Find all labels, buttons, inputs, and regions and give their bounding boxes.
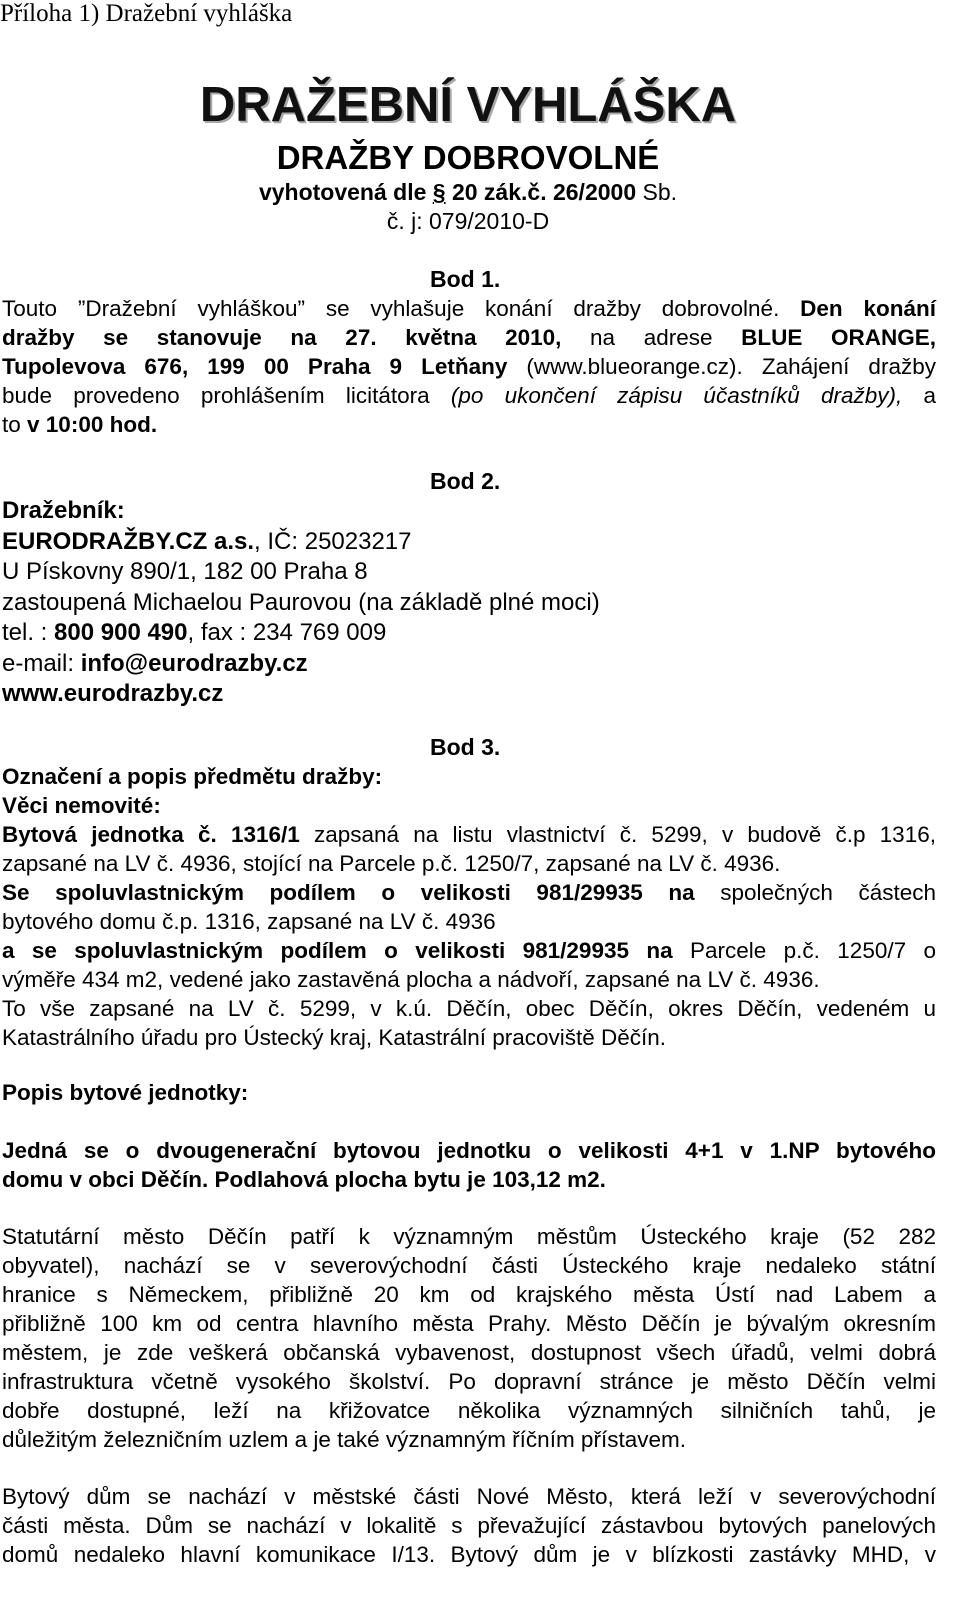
website-link[interactable]: www.eurodrazby.cz (2, 680, 224, 707)
text-span: na adrese (590, 325, 713, 350)
text-span: e-mail: (2, 649, 75, 677)
paragraph-line: dobře dostupné, leží na křižovatce několika významných silničních tahů, je (2, 1398, 936, 1423)
section-1-line (2, 294, 936, 323)
subject-line: bytového domu č.p. 1316, zapsané na LV č. 4936 (2, 909, 496, 934)
law-prefix: vyhotovená dle (258, 179, 427, 205)
text-span: společných částech (720, 880, 936, 905)
co-ownership-share: a se spoluvlastnickým podílem o velikosti 981/29935 na (2, 938, 673, 963)
section-1-line (2, 410, 936, 439)
company-id: , IČ: 25023217 (254, 527, 412, 555)
auction-date-label: Den konání (800, 296, 936, 321)
unit-description (2, 1136, 936, 1194)
paragraph-line: hranice s Německem, přibližně 20 km od krajského města Ústí nad Labem a (2, 1282, 936, 1307)
section-1-line (2, 323, 936, 352)
document-subtitle: DRAŽBY DOBROVOLNÉ (276, 139, 660, 176)
paragraph-line: městem, je zde veškerá občanská vybavenost, dostupnost všech úřadů, velmi dobrá (2, 1340, 936, 1365)
section-3-body (2, 762, 936, 1052)
company-name: EURODRAŽBY.CZ a.s. (2, 527, 255, 555)
subject-line (2, 936, 936, 965)
document-title: DRAŽEBNÍ VYHLÁŠKA (199, 78, 737, 132)
text-span: to (2, 412, 21, 437)
co-ownership-share: Se spoluvlastnickým podílem o velikosti 981/29935 na (2, 880, 695, 905)
venue-name: BLUE ORANGE, (741, 325, 936, 350)
auctioneer-label: Dražebník: (2, 497, 125, 524)
unit-description-line: domu v obci Děčín. Podlahová plocha bytu je 103,12 m2. (2, 1167, 606, 1192)
subject-line: zapsané na LV č. 4936, stojící na Parcele p.č. 1250/7, zapsané na LV č. 4936. (2, 851, 781, 876)
subject-line (2, 878, 936, 907)
auctioneer-company-line (2, 527, 936, 558)
fax-number: , fax : 234 769 009 (187, 619, 387, 646)
paragraph-line: části města. Dům se nachází v lokalitě s převažující zástavbou bytových panelových (2, 1513, 936, 1538)
attachment-label: Příloha 1) Dražební vyhláška (0, 0, 293, 27)
paragraph-line: Bytový dům se nachází v městské části Nové Město, která leží v severovýchodní (2, 1484, 936, 1509)
text-span: a (923, 383, 936, 408)
paragraph-line: obyvatel), nachází se v severovýchodní části Ústeckého kraje nedaleko státní (2, 1253, 936, 1278)
section-1-heading: Bod 1. (430, 266, 501, 292)
subject-line: výměře 434 m2, vedené jako zastavěná plocha a nádvoří, zapsané na LV č. 4936. (2, 967, 820, 992)
subject-line: Katastrálního úřadu pro Ústecký kraj, Katastrální pracoviště Děčín. (2, 1025, 667, 1050)
paragraph-line: domů nedaleko hlavní komunikace I/13. Bytový dům je v blízkosti zastávky MHD, v (2, 1542, 936, 1567)
unit-description-line: Jedná se o dvougenerační bytovou jednotku o velikosti 4+1 v 1.NP bytového (2, 1138, 936, 1163)
paragraph-line: důležitým železničním uzlem a je také významným říčním přístavem. (2, 1427, 686, 1452)
section-sign: § (432, 179, 446, 205)
unit-description-label: Popis bytové jednotky: (2, 1080, 249, 1105)
unit-number: Bytová jednotka č. 1316/1 (2, 822, 300, 847)
real-estate-label: Věci nemovité: (2, 793, 161, 818)
section-3-heading: Bod 3. (430, 734, 501, 760)
company-address: U Pískovny 890/1, 182 00 Praha 8 (2, 558, 368, 585)
reference-number: č. j: 079/2010-D (386, 208, 550, 234)
text-span: tel. : (2, 619, 48, 646)
contact-phone-line (2, 618, 936, 649)
subject-line: To vše zapsané na LV č. 5299, v k.ú. Děčín, obec Děčín, okres Děčín, vedeném u (2, 996, 936, 1021)
paragraph-line: Statutární město Děčín patří k významným městům Ústeckého kraje (52 282 (2, 1224, 936, 1249)
paragraph-line: infrastruktura včetně vysokého školství. Po dopravní stránce je město Děčín velmi (2, 1369, 936, 1394)
section-2-body (2, 496, 936, 710)
section-2-heading: Bod 2. (430, 468, 501, 494)
company-representative: zastoupená Michaelou Paurovou (na základě plné moci) (2, 588, 600, 616)
text-span: Parcele p.č. 1250/7 o (690, 938, 936, 963)
law-reference (0, 178, 936, 207)
email-address[interactable]: info@eurodrazby.cz (80, 649, 308, 677)
law-suffix: Sb. (642, 179, 678, 205)
paragraph-line: přibližně 100 km od centra hlavního města Prahy. Město Děčín je bývalým okresním (2, 1311, 936, 1336)
section-1-body (2, 294, 936, 439)
text-span: (po ukončení zápisu účastníků dražby), (450, 383, 903, 408)
building-paragraph (2, 1482, 936, 1569)
venue-address: Tupolevova 676, 199 00 Praha 9 Letňany (2, 354, 508, 379)
contact-email-line (2, 649, 936, 680)
text-span: zapsaná na listu vlastnictví č. 5299, v budově č.p 1316, (313, 822, 936, 847)
subject-line (2, 820, 936, 849)
text-span: bude provedeno prohlášením licitátora (2, 383, 430, 408)
auction-date: dražby se stanovuje na 27. května 2010, (2, 325, 562, 350)
text-span: Touto ”Dražební vyhláškou” se vyhlašuje konání dražby dobrovolné. (2, 296, 780, 321)
city-paragraph (2, 1222, 936, 1454)
phone-number: 800 900 490 (54, 619, 188, 646)
auction-time: v 10:00 hod. (27, 412, 158, 437)
section-1-line (2, 352, 936, 381)
subject-label: Označení a popis předmětu dražby: (2, 764, 383, 789)
law-ref: 20 zák.č. 26/2000 (451, 179, 637, 205)
section-1-line (2, 381, 936, 410)
text-span: (www.blueorange.cz). Zahájení dražby (526, 354, 936, 379)
